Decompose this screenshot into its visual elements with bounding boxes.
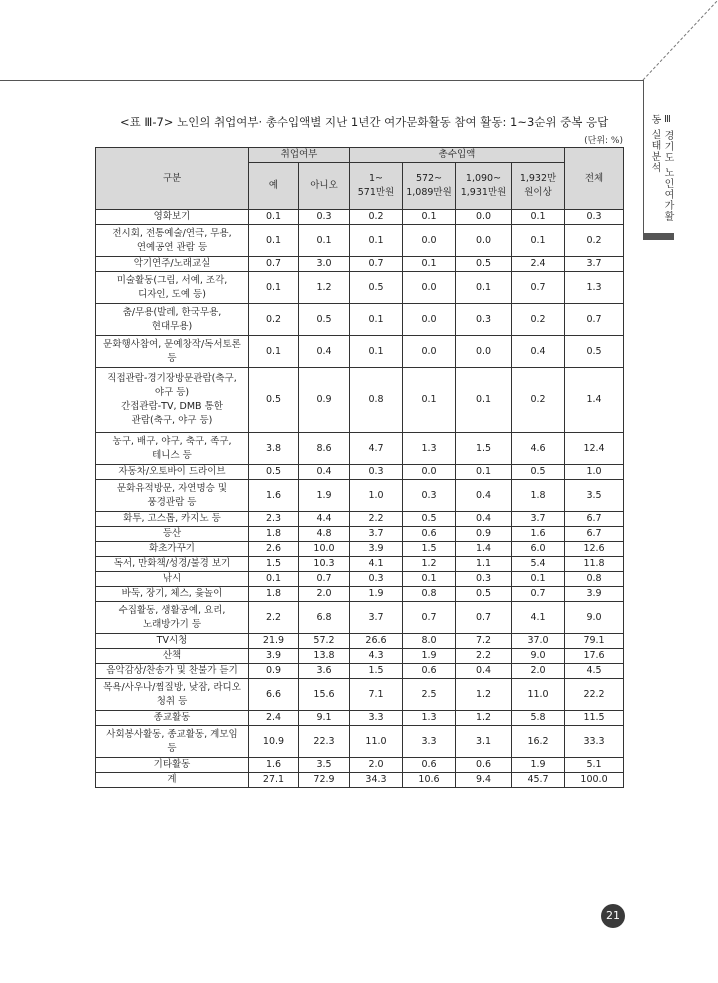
cell-value: 8.0 <box>403 634 456 649</box>
cell-value: 5.1 <box>565 758 624 773</box>
cell-value: 1.5 <box>403 542 456 557</box>
table-row <box>96 257 624 272</box>
cell-value: 2.3 <box>249 512 299 527</box>
cell-value: 0.1 <box>456 272 512 304</box>
cell-value: 7.2 <box>456 634 512 649</box>
cell-value: 0.1 <box>512 225 565 257</box>
row-label: 직접관람-경기장방문관람(축구, 야구 등) 간접관람-TV, DMB 통한 관람(축구, 야구 등) <box>96 368 249 433</box>
cell-value: 1.2 <box>456 711 512 726</box>
cell-value: 0.7 <box>350 257 403 272</box>
cell-value: 3.3 <box>350 711 403 726</box>
cell-value: 9.1 <box>299 711 350 726</box>
cell-value: 0.1 <box>249 272 299 304</box>
cell-value: 3.0 <box>299 257 350 272</box>
cell-value: 2.0 <box>512 664 565 679</box>
cell-value: 3.3 <box>403 726 456 758</box>
cell-value: 0.1 <box>350 304 403 336</box>
header-inc2: 572~ 1,089만원 <box>403 163 456 210</box>
cell-value: 3.8 <box>249 433 299 465</box>
cell-value: 11.8 <box>565 557 624 572</box>
cell-value: 0.4 <box>512 336 565 368</box>
cell-value: 0.1 <box>249 336 299 368</box>
cell-value: 100.0 <box>565 773 624 788</box>
table-row <box>96 649 624 664</box>
header-no: 아니오 <box>299 163 350 210</box>
cell-value: 0.0 <box>456 210 512 225</box>
row-label: 문화유적방문, 자연명승 및 풍경관람 등 <box>96 480 249 512</box>
cell-value: 6.8 <box>299 602 350 634</box>
cell-value: 0.2 <box>565 225 624 257</box>
cell-value: 2.4 <box>512 257 565 272</box>
cell-value: 4.4 <box>299 512 350 527</box>
cell-value: 1.3 <box>403 711 456 726</box>
cell-value: 0.1 <box>512 572 565 587</box>
row-label: 독서, 만화책/성경/불경 보기 <box>96 557 249 572</box>
data-table <box>95 147 624 788</box>
cell-value: 0.7 <box>299 572 350 587</box>
cell-value: 11.5 <box>565 711 624 726</box>
cell-value: 0.5 <box>512 465 565 480</box>
cell-value: 2.0 <box>350 758 403 773</box>
cell-value: 6.7 <box>565 527 624 542</box>
cell-value: 4.1 <box>350 557 403 572</box>
cell-value: 0.1 <box>403 368 456 433</box>
cell-value: 0.8 <box>403 587 456 602</box>
cell-value: 4.1 <box>512 602 565 634</box>
cell-value: 3.9 <box>350 542 403 557</box>
cell-value: 1.9 <box>403 649 456 664</box>
cell-value: 0.1 <box>249 210 299 225</box>
cell-value: 0.1 <box>350 225 403 257</box>
cell-value: 12.4 <box>565 433 624 465</box>
row-label: 종교활동 <box>96 711 249 726</box>
chapter-side-tab: Ⅲ 경기도 노인여가활동 실태분석 <box>649 114 673 223</box>
cell-value: 3.7 <box>565 257 624 272</box>
side-tab-bar <box>643 233 674 240</box>
cell-value: 0.5 <box>403 512 456 527</box>
cell-value: 0.0 <box>456 225 512 257</box>
cell-value: 9.0 <box>565 602 624 634</box>
cell-value: 0.1 <box>299 225 350 257</box>
cell-value: 0.0 <box>403 304 456 336</box>
cell-value: 2.4 <box>249 711 299 726</box>
cell-value: 3.7 <box>512 512 565 527</box>
cell-value: 0.1 <box>249 572 299 587</box>
cell-value: 0.5 <box>350 272 403 304</box>
cell-value: 4.3 <box>350 649 403 664</box>
cell-value: 3.7 <box>350 602 403 634</box>
row-label: 계 <box>96 773 249 788</box>
cell-value: 10.0 <box>299 542 350 557</box>
cell-value: 0.1 <box>403 572 456 587</box>
cell-value: 1.2 <box>299 272 350 304</box>
cell-value: 2.2 <box>249 602 299 634</box>
table-row <box>96 557 624 572</box>
table-row <box>96 368 624 433</box>
cell-value: 22.3 <box>299 726 350 758</box>
cell-value: 0.6 <box>403 758 456 773</box>
row-label: 화초가꾸기 <box>96 542 249 557</box>
cell-value: 1.9 <box>512 758 565 773</box>
cell-value: 17.6 <box>565 649 624 664</box>
cell-value: 0.2 <box>512 368 565 433</box>
cell-value: 1.0 <box>565 465 624 480</box>
cell-value: 0.0 <box>456 336 512 368</box>
cell-value: 1.8 <box>249 527 299 542</box>
cell-value: 0.6 <box>456 758 512 773</box>
cell-value: 4.5 <box>565 664 624 679</box>
table-row <box>96 726 624 758</box>
cell-value: 1.8 <box>249 587 299 602</box>
cell-value: 1.6 <box>249 758 299 773</box>
cell-value: 6.7 <box>565 512 624 527</box>
cell-value: 0.4 <box>456 512 512 527</box>
row-label: 기타활동 <box>96 758 249 773</box>
cell-value: 0.1 <box>456 465 512 480</box>
cell-value: 0.1 <box>403 257 456 272</box>
table-row <box>96 527 624 542</box>
cell-value: 0.7 <box>249 257 299 272</box>
table-row <box>96 272 624 304</box>
cell-value: 5.4 <box>512 557 565 572</box>
cell-value: 1.3 <box>403 433 456 465</box>
row-label: 사회봉사활동, 종교활동, 계모임 등 <box>96 726 249 758</box>
cell-value: 0.7 <box>456 602 512 634</box>
table-row <box>96 587 624 602</box>
row-label: 등산 <box>96 527 249 542</box>
cell-value: 8.6 <box>299 433 350 465</box>
table-row <box>96 711 624 726</box>
unit-label: (단위: %) <box>584 136 623 146</box>
row-label: 춤/무용(발레, 한국무용, 현대무용) <box>96 304 249 336</box>
cell-value: 0.7 <box>403 602 456 634</box>
cell-value: 1.5 <box>350 664 403 679</box>
cell-value: 0.5 <box>249 368 299 433</box>
cell-value: 2.5 <box>403 679 456 711</box>
cell-value: 9.0 <box>512 649 565 664</box>
cell-value: 0.9 <box>249 664 299 679</box>
cell-value: 1.4 <box>456 542 512 557</box>
row-label: 영화보기 <box>96 210 249 225</box>
cell-value: 0.8 <box>350 368 403 433</box>
cell-value: 1.4 <box>565 368 624 433</box>
cell-value: 0.3 <box>350 572 403 587</box>
header-income: 총수입액 <box>350 148 565 163</box>
cell-value: 0.9 <box>456 527 512 542</box>
row-label: 음악감상/찬송가 및 찬불가 듣기 <box>96 664 249 679</box>
cell-value: 1.5 <box>249 557 299 572</box>
cell-value: 10.3 <box>299 557 350 572</box>
cell-value: 45.7 <box>512 773 565 788</box>
cell-value: 0.0 <box>403 272 456 304</box>
header-inc1: 1~ 571만원 <box>350 163 403 210</box>
row-label: 목욕/사우나/찜질방, 낮잠, 라디오 청취 등 <box>96 679 249 711</box>
cell-value: 2.2 <box>456 649 512 664</box>
cell-value: 1.1 <box>456 557 512 572</box>
row-label: 악기연주/노래교실 <box>96 257 249 272</box>
row-label: 전시회, 전통예술/연극, 무용, 연예공연 관람 등 <box>96 225 249 257</box>
cell-value: 33.3 <box>565 726 624 758</box>
cell-value: 0.7 <box>512 272 565 304</box>
table-title: <표 Ⅲ-7> 노인의 취업여부· 총수입액별 지난 1년간 여가문화활동 참여 활동: 1~3순위 중복 응답 <box>120 115 609 129</box>
cell-value: 11.0 <box>512 679 565 711</box>
cell-value: 0.0 <box>403 336 456 368</box>
table-row <box>96 480 624 512</box>
cell-value: 0.4 <box>299 465 350 480</box>
row-label: 미술활동(그림, 서예, 조각, 디자인, 도예 등) <box>96 272 249 304</box>
cell-value: 2.2 <box>350 512 403 527</box>
cell-value: 0.7 <box>565 304 624 336</box>
cell-value: 1.9 <box>299 480 350 512</box>
cell-value: 0.3 <box>456 572 512 587</box>
cell-value: 3.5 <box>299 758 350 773</box>
cell-value: 0.3 <box>299 210 350 225</box>
table-row <box>96 336 624 368</box>
cell-value: 1.9 <box>350 587 403 602</box>
cell-value: 34.3 <box>350 773 403 788</box>
cell-value: 0.1 <box>512 210 565 225</box>
table-row <box>96 542 624 557</box>
cell-value: 0.5 <box>456 257 512 272</box>
cell-value: 4.7 <box>350 433 403 465</box>
cell-value: 16.2 <box>512 726 565 758</box>
cell-value: 0.9 <box>299 368 350 433</box>
cell-value: 57.2 <box>299 634 350 649</box>
cell-value: 3.9 <box>565 587 624 602</box>
cell-value: 0.2 <box>350 210 403 225</box>
cell-value: 15.6 <box>299 679 350 711</box>
table-body <box>96 210 624 788</box>
table-row <box>96 602 624 634</box>
cell-value: 0.1 <box>456 368 512 433</box>
cell-value: 1.6 <box>512 527 565 542</box>
table-row <box>96 758 624 773</box>
cell-value: 0.1 <box>403 210 456 225</box>
row-label: 문화행사참여, 문예창작/독서토론 등 <box>96 336 249 368</box>
cell-value: 2.6 <box>249 542 299 557</box>
cell-value: 0.8 <box>565 572 624 587</box>
cell-value: 72.9 <box>299 773 350 788</box>
table-row <box>96 225 624 257</box>
table-row <box>96 465 624 480</box>
cell-value: 1.2 <box>456 679 512 711</box>
cell-value: 13.8 <box>299 649 350 664</box>
cell-value: 0.3 <box>403 480 456 512</box>
cell-value: 1.0 <box>350 480 403 512</box>
decorative-diagonal <box>0 0 718 120</box>
row-label: 농구, 배구, 야구, 축구, 족구, 테니스 등 <box>96 433 249 465</box>
table-row <box>96 664 624 679</box>
row-label: 자동차/오토바이 드라이브 <box>96 465 249 480</box>
page-number: 21 <box>601 904 625 928</box>
cell-value: 3.5 <box>565 480 624 512</box>
cell-value: 10.6 <box>403 773 456 788</box>
header-inc3: 1,090~ 1,931만원 <box>456 163 512 210</box>
table-row <box>96 433 624 465</box>
row-label: 바둑, 장기, 체스, 윷놀이 <box>96 587 249 602</box>
cell-value: 0.6 <box>403 527 456 542</box>
cell-value: 9.4 <box>456 773 512 788</box>
row-label: TV시청 <box>96 634 249 649</box>
cell-value: 0.5 <box>299 304 350 336</box>
cell-value: 11.0 <box>350 726 403 758</box>
cell-value: 0.3 <box>565 210 624 225</box>
cell-value: 12.6 <box>565 542 624 557</box>
row-label: 산책 <box>96 649 249 664</box>
cell-value: 1.5 <box>456 433 512 465</box>
cell-value: 22.2 <box>565 679 624 711</box>
cell-value: 0.3 <box>456 304 512 336</box>
cell-value: 6.0 <box>512 542 565 557</box>
header-total: 전체 <box>565 148 624 210</box>
cell-value: 0.0 <box>403 465 456 480</box>
cell-value: 0.5 <box>456 587 512 602</box>
cell-value: 0.1 <box>249 225 299 257</box>
cell-value: 3.7 <box>350 527 403 542</box>
cell-value: 0.4 <box>299 336 350 368</box>
cell-value: 0.2 <box>512 304 565 336</box>
table-row <box>96 210 624 225</box>
row-label: 낚시 <box>96 572 249 587</box>
table-row <box>96 634 624 649</box>
cell-value: 4.6 <box>512 433 565 465</box>
table-row <box>96 572 624 587</box>
cell-value: 3.1 <box>456 726 512 758</box>
table-row <box>96 304 624 336</box>
cell-value: 37.0 <box>512 634 565 649</box>
cell-value: 5.8 <box>512 711 565 726</box>
cell-value: 4.8 <box>299 527 350 542</box>
cell-value: 0.1 <box>350 336 403 368</box>
row-label: 화투, 고스톱, 카지노 등 <box>96 512 249 527</box>
cell-value: 7.1 <box>350 679 403 711</box>
cell-value: 1.3 <box>565 272 624 304</box>
cell-value: 10.9 <box>249 726 299 758</box>
table-row <box>96 512 624 527</box>
cell-value: 0.5 <box>565 336 624 368</box>
cell-value: 0.0 <box>403 225 456 257</box>
cell-value: 3.9 <box>249 649 299 664</box>
cell-value: 21.9 <box>249 634 299 649</box>
cell-value: 0.3 <box>350 465 403 480</box>
cell-value: 3.6 <box>299 664 350 679</box>
table-row <box>96 679 624 711</box>
header-yes: 예 <box>249 163 299 210</box>
cell-value: 0.4 <box>456 664 512 679</box>
cell-value: 6.6 <box>249 679 299 711</box>
cell-value: 0.2 <box>249 304 299 336</box>
table-row <box>96 773 624 788</box>
cell-value: 0.7 <box>512 587 565 602</box>
cell-value: 0.6 <box>403 664 456 679</box>
row-label: 수집활동, 생활공예, 요리, 노래방가기 등 <box>96 602 249 634</box>
cell-value: 0.5 <box>249 465 299 480</box>
cell-value: 1.2 <box>403 557 456 572</box>
cell-value: 1.6 <box>249 480 299 512</box>
cell-value: 1.8 <box>512 480 565 512</box>
header-employment: 취업여부 <box>249 148 350 163</box>
cell-value: 2.0 <box>299 587 350 602</box>
cell-value: 26.6 <box>350 634 403 649</box>
cell-value: 27.1 <box>249 773 299 788</box>
header-inc4: 1,932만 원이상 <box>512 163 565 210</box>
header-category: 구분 <box>96 148 249 210</box>
side-rule <box>643 80 644 240</box>
cell-value: 0.4 <box>456 480 512 512</box>
cell-value: 79.1 <box>565 634 624 649</box>
